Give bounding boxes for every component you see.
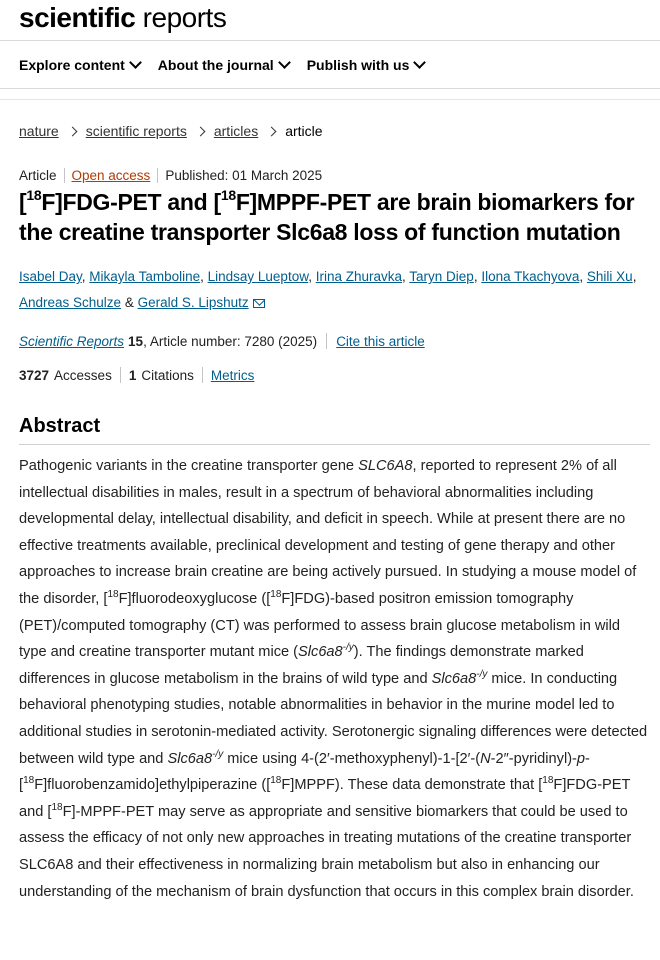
chevron-right-icon bbox=[67, 126, 77, 136]
nav-about-journal[interactable] bbox=[158, 57, 289, 73]
superscript: -/y bbox=[476, 668, 488, 680]
site-header bbox=[0, 0, 660, 41]
nav-label: Publish with us bbox=[306, 56, 410, 73]
abstract-run: F]FDG)-based positron emission tomography (PET)/computed tomography (CT) was performed to assess brain glucose metabolism in wild type and creatine transporter mutant mice ( bbox=[19, 590, 621, 661]
abstract-text bbox=[19, 453, 648, 905]
article-type: Article bbox=[19, 168, 65, 183]
author-link[interactable]: Taryn Diep bbox=[409, 269, 474, 284]
abstract-run: F]MPPF). These data demonstrate that [ bbox=[281, 777, 543, 794]
abstract-run: F]fluorodeoxyglucose ([ bbox=[118, 590, 271, 607]
nav-label: About the journal bbox=[157, 56, 274, 73]
abstract-run: ). The findings demonstrate marked differences in glucose metabolism in the brains of wild type and bbox=[19, 644, 584, 687]
published-date: Published: 01 March 2025 bbox=[165, 167, 323, 183]
breadcrumb-current: article bbox=[285, 123, 323, 139]
title-sup: 18 bbox=[26, 187, 42, 204]
author-link[interactable]: Isabel Day bbox=[19, 269, 82, 284]
author-list: Isabel Day, Mikayla Tamboline, Lindsay Lueptow, Irina Zhuravka, Taryn Diep, Ilona Tkachyova, Shili Xu, Andreas Schulze & Gerald S. Lipshutz bbox=[19, 269, 637, 310]
abstract-heading: Abstract bbox=[19, 415, 650, 445]
abstract-run: , reported to represent 2% of all intellectual disabilities in males, result in a spectrum of behavioral abnormalities including developmental delay, intellectual disability, and deficit in speech. While at present there are no effective treatments available, preclinical development and testing of gene therapy and other approaches to increase brain creatine are being actively pursued. In studying a mouse model of the disorder, [ bbox=[19, 458, 637, 607]
logo-bold-text: scientific bbox=[19, 2, 136, 33]
title-text: F]MPPF-PET are brain biomarkers for the creatine transporter Slc6a8 loss of function mutation bbox=[19, 189, 635, 245]
nav-explore-content[interactable] bbox=[19, 57, 140, 73]
divider bbox=[202, 367, 203, 383]
open-access-link[interactable] bbox=[72, 168, 159, 183]
article-stats bbox=[19, 364, 660, 386]
superscript: -/y bbox=[212, 748, 224, 760]
superscript: 18 bbox=[270, 589, 282, 601]
nav-gap bbox=[0, 89, 660, 100]
journal-logo[interactable] bbox=[19, 2, 226, 34]
article-number: , Article number: 7280 (2025) bbox=[143, 333, 318, 349]
author-link[interactable]: Irina Zhuravka bbox=[315, 269, 403, 284]
gene-name: Slc6a8 bbox=[431, 670, 477, 687]
cite-this-article-link[interactable]: Cite this article bbox=[336, 333, 425, 349]
gene-name: SLC6A8 bbox=[358, 458, 413, 474]
citations-label: Citations bbox=[141, 367, 194, 383]
abstract-run: -[ bbox=[19, 750, 590, 794]
breadcrumb-nature[interactable]: nature bbox=[19, 123, 59, 139]
breadcrumb-scientific-reports[interactable]: scientific reports bbox=[85, 123, 187, 139]
mail-icon[interactable] bbox=[253, 299, 265, 308]
accesses-label: Accesses bbox=[54, 367, 112, 383]
abstract-run: -2″-pyridinyl)- bbox=[490, 750, 577, 767]
abstract-run: F]FDG-PET and [ bbox=[19, 777, 631, 820]
superscript: 18 bbox=[51, 801, 63, 813]
article-title bbox=[19, 187, 644, 247]
chevron-down-icon bbox=[413, 56, 426, 69]
divider bbox=[326, 333, 327, 349]
chevron-right-icon bbox=[195, 126, 205, 136]
accesses-count: 3727 bbox=[19, 367, 50, 383]
citations-count: 1 bbox=[128, 367, 137, 383]
breadcrumb bbox=[0, 100, 660, 141]
author-link[interactable]: Gerald S. Lipshutz bbox=[137, 295, 249, 310]
gene-name: Slc6a8 bbox=[298, 644, 343, 661]
divider bbox=[120, 367, 121, 383]
title-text: F]FDG-PET and [ bbox=[41, 189, 221, 215]
open-access-label: Open access bbox=[71, 167, 151, 183]
chevron-down-icon bbox=[278, 56, 291, 69]
author-link[interactable]: Shili Xu bbox=[586, 269, 633, 284]
article-meta bbox=[0, 141, 660, 183]
italic-run: N bbox=[480, 750, 491, 767]
abstract-run: mice. In conducting behavioral phenotyping studies, notable abnormalities in behavior in the murine model led to additional studies in serotonin-mediated activity. Serotonergic signaling differences were detected between wild type and bbox=[19, 670, 648, 767]
author-link[interactable]: Mikayla Tamboline bbox=[89, 269, 201, 284]
chevron-down-icon bbox=[129, 56, 142, 69]
breadcrumb-articles[interactable]: articles bbox=[213, 123, 259, 139]
author-link[interactable]: Ilona Tkachyova bbox=[481, 269, 580, 284]
author-link[interactable]: Andreas Schulze bbox=[19, 295, 122, 310]
title-sup: 18 bbox=[220, 187, 236, 204]
superscript: 18 bbox=[107, 589, 119, 601]
abstract-run: Pathogenic variants in the creatine transporter gene bbox=[19, 458, 359, 474]
abstract-run: mice using 4-(2′-methoxyphenyl)-1-[2′-( bbox=[223, 750, 481, 767]
author-ampersand: & bbox=[124, 295, 134, 310]
citation-row bbox=[19, 330, 660, 352]
italic-run: p bbox=[576, 750, 586, 767]
abstract-run: F]fluorobenzamido]ethylpiperazine ([ bbox=[34, 777, 271, 794]
author-link[interactable]: Lindsay Lueptow bbox=[207, 269, 309, 284]
superscript: 18 bbox=[23, 775, 35, 787]
logo-light-text: reports bbox=[142, 2, 227, 33]
superscript: 18 bbox=[270, 775, 282, 787]
volume-number: 15 bbox=[128, 333, 144, 349]
title-text: [ bbox=[19, 189, 27, 215]
journal-link[interactable]: Scientific Reports bbox=[19, 333, 125, 349]
gene-name: Slc6a8 bbox=[167, 750, 213, 767]
abstract-run: F]-MPPF-PET may serve as appropriate and sensitive biomarkers that could be used to assess the efficacy of not only new approaches in treating mutations of the creatine transporter SLC6A8 and their effectiveness in normalizing brain metabolism but also in enhancing our understanding of the mechanism of brain dysfunction that occurs in this complex brain disorder. bbox=[19, 803, 634, 900]
main-nav bbox=[0, 41, 660, 89]
superscript: 18 bbox=[542, 775, 554, 787]
nav-publish-with-us[interactable] bbox=[307, 57, 425, 73]
metrics-link[interactable]: Metrics bbox=[210, 367, 255, 383]
nav-label: Explore content bbox=[19, 56, 125, 73]
chevron-right-icon bbox=[267, 126, 277, 136]
superscript: -/y bbox=[342, 642, 354, 654]
